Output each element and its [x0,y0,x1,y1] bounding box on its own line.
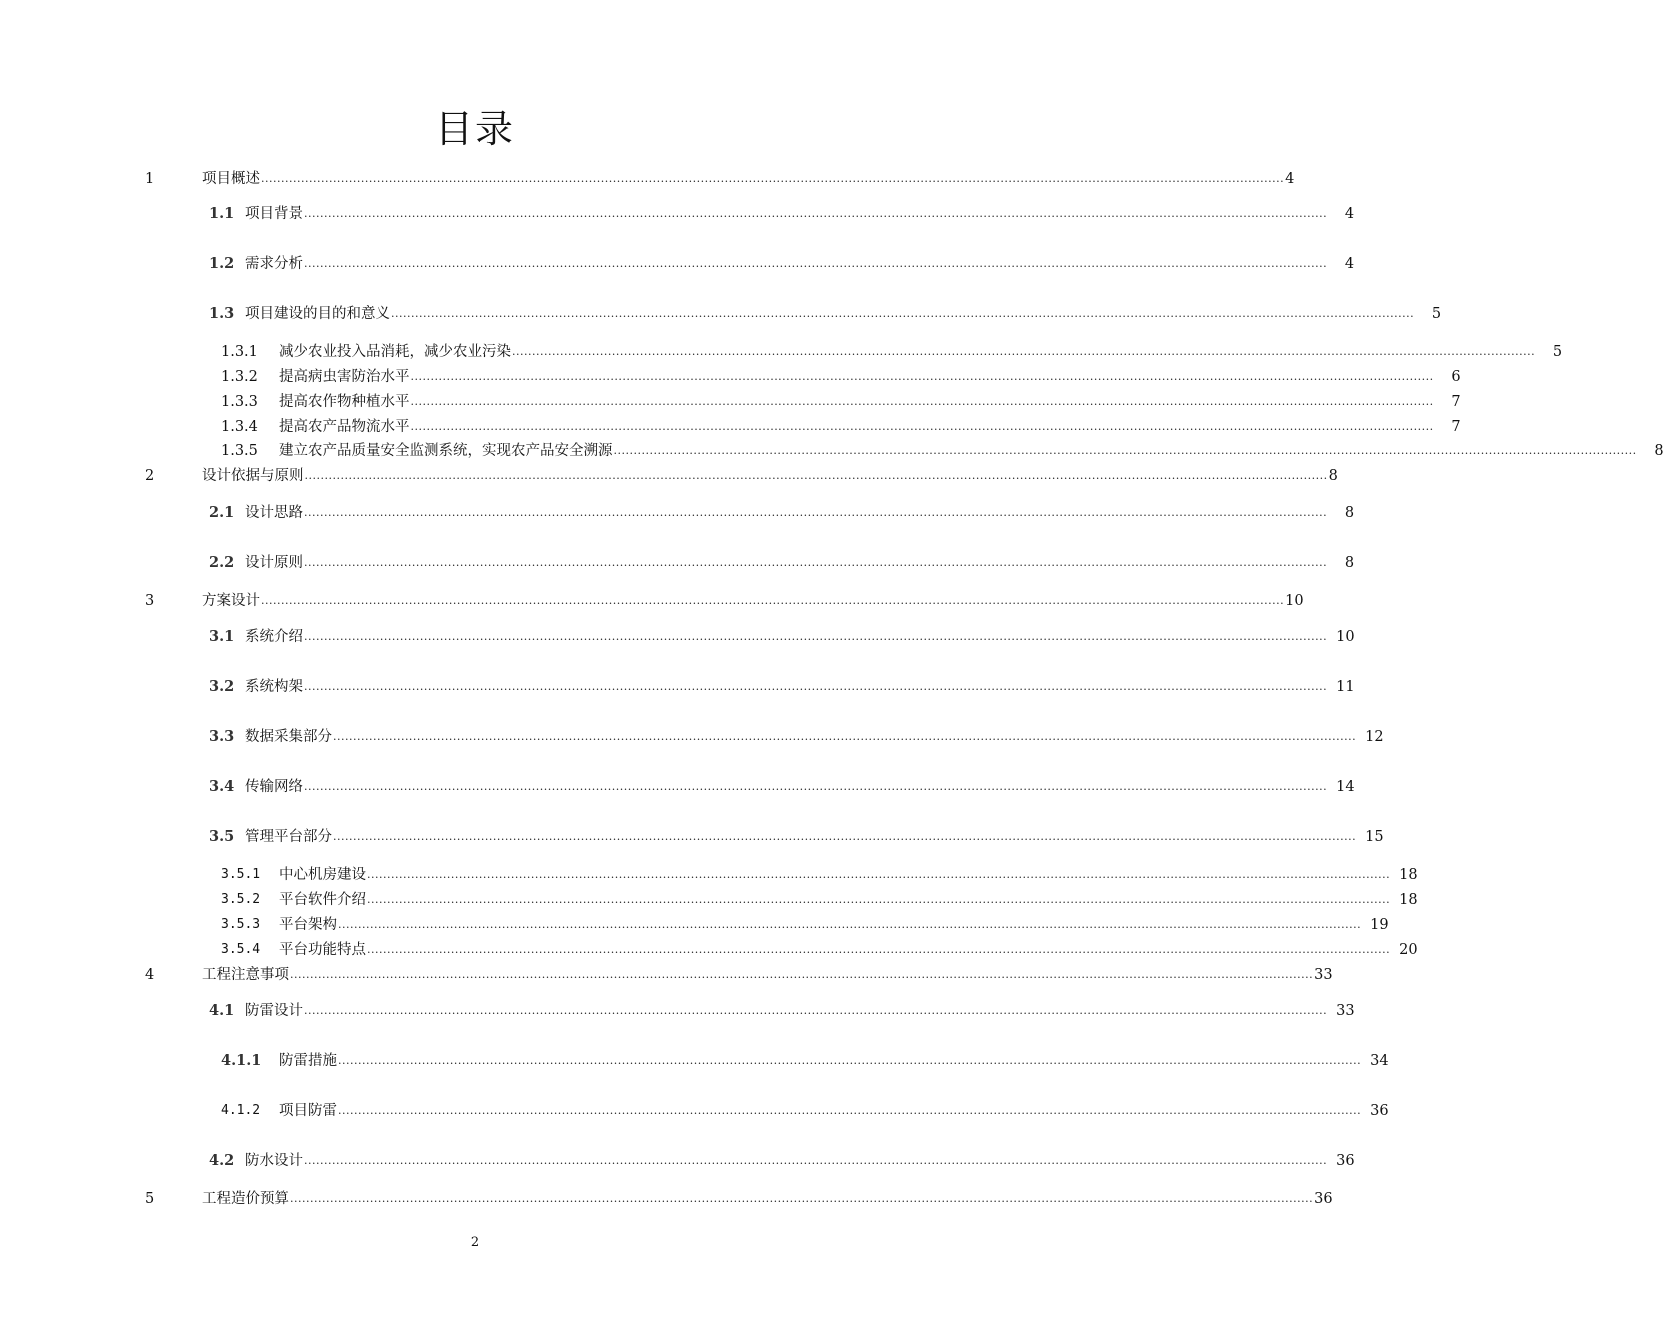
toc-page: 36 [1314,1191,1333,1207]
toc-page: 4 [1285,171,1295,187]
toc-page: 7 [1451,394,1461,410]
toc-page: 15 [1365,829,1384,845]
toc-entry-1-3-5[interactable] [221,442,1664,460]
toc-page: 10 [1285,593,1304,609]
toc-number: 2 [145,468,155,484]
toc-number: 3.4 [209,778,235,795]
toc-page: 5 [1552,344,1563,360]
toc-page: 18 [1399,867,1418,883]
toc-leader: ................................................................................................................................................................................................................................................................ [333,830,1357,843]
toc-entry-3-3[interactable] [209,728,1384,746]
toc-leader: ................................................................................................................................................................................................................................................................ [304,680,1328,693]
toc-entry-4-1[interactable] [209,1002,1355,1020]
toc-number: 4.2 [209,1152,235,1169]
toc-leader: ................................................................................................................................................................................................................................................................ [410,370,1434,383]
toc-page: 5 [1431,306,1442,322]
toc-leader: ................................................................................................................................................................................................................................................................ [333,730,1357,743]
toc-number: 1.3 [209,305,235,322]
toc-entry-1-3-4[interactable] [221,418,1461,436]
toc-leader: ................................................................................................................................................................................................................................................................ [304,1004,1328,1017]
toc-leader: ................................................................................................................................................................................................................................................................ [304,506,1328,519]
toc-leader: ................................................................................................................................................................................................................................................................ [391,307,1415,320]
toc-label: 项目建设的目的和意义 [245,306,390,322]
toc-label: 传输网络 [245,779,303,795]
toc-label: 中心机房建设 [279,867,366,883]
toc-label: 提高农产品物流水平 [279,419,410,435]
toc-entry-3-5-3[interactable] [221,916,1389,934]
toc-label: 管理平台部分 [245,829,332,845]
toc-number: 3.5.4 [221,942,261,957]
toc-number: 1.3.1 [221,344,258,360]
toc-number: 1.3.5 [221,443,258,459]
toc-label: 设计思路 [245,505,303,521]
toc-entry-4[interactable] [145,966,1333,984]
toc-label: 防雷设计 [245,1003,303,1019]
toc-entry-2-2[interactable] [209,554,1355,572]
toc-page: 20 [1399,942,1418,958]
page-number: 2 [470,1235,480,1250]
toc-number: 3 [145,593,155,609]
toc-entry-3-5[interactable] [209,828,1384,846]
toc-number: 4.1 [209,1002,235,1019]
toc-leader: ................................................................................................................................................................................................................................................................ [338,918,1362,931]
toc-leader: ................................................................................................................................................................................................................................................................ [512,345,1536,358]
toc-number: 1.1 [209,205,235,222]
toc-label: 系统构架 [245,679,303,695]
toc-number: 4.1.2 [221,1103,261,1118]
toc-number: 3.5 [209,828,235,845]
toc-number: 1 [145,171,155,187]
toc-label: 工程造价预算 [202,1191,289,1207]
toc-label: 提高病虫害防治水平 [279,369,410,385]
toc-entry-4-1-2[interactable] [221,1102,1389,1120]
toc-entry-3-1[interactable] [209,628,1355,646]
toc-page: 14 [1336,779,1355,795]
toc-number: 4.1.1 [221,1052,262,1069]
toc-label: 系统介绍 [245,629,303,645]
toc-entry-3-5-1[interactable] [221,866,1418,884]
toc-entry-3[interactable] [145,592,1304,610]
toc-leader: ................................................................................................................................................................................................................................................................ [410,420,1434,433]
toc-number: 3.5.3 [221,917,261,932]
toc-page: 33 [1314,967,1333,983]
page-title: 目录 [434,107,515,151]
toc-entry-2-1[interactable] [209,504,1355,522]
toc-leader: ................................................................................................................................................................................................................................................................ [410,395,1434,408]
toc-label: 建立农产品质量安全监测系统，实现农产品安全溯源 [279,443,613,459]
toc-leader: ................................................................................................................................................................................................................................................................ [304,257,1328,270]
toc-leader: ................................................................................................................................................................................................................................................................ [304,556,1328,569]
toc-page: 8 [1344,505,1355,521]
toc-leader: ................................................................................................................................................................................................................................................................ [261,594,1285,607]
toc-leader: ................................................................................................................................................................................................................................................................ [304,630,1328,643]
toc-label: 方案设计 [202,593,260,609]
toc-label: 需求分析 [245,256,303,272]
toc-label: 工程注意事项 [202,967,289,983]
toc-number: 2.2 [209,554,235,571]
toc-label: 防水设计 [245,1153,303,1169]
toc-leader: ................................................................................................................................................................................................................................................................ [338,1054,1362,1067]
toc-page: 36 [1370,1103,1389,1119]
toc-leader: ................................................................................................................................................................................................................................................................ [304,780,1328,793]
toc-entry-3-4[interactable] [209,778,1355,796]
toc-number: 4 [145,967,155,983]
toc-entry-1-3[interactable] [209,305,1442,323]
toc-leader: ................................................................................................................................................................................................................................................................ [367,893,1391,906]
toc-label: 设计原则 [245,555,303,571]
toc-entry-3-5-4[interactable] [221,941,1418,959]
toc-label: 提高农作物种植水平 [279,394,410,410]
toc-page: 36 [1336,1153,1355,1169]
toc-leader: ................................................................................................................................................................................................................................................................ [304,469,1328,482]
toc-page: 4 [1344,256,1355,272]
toc-entry-1-3-1[interactable] [221,343,1563,361]
toc-label: 防雷措施 [279,1053,337,1069]
toc-page: 10 [1336,629,1355,645]
toc-page: 19 [1370,917,1389,933]
toc-number: 5 [145,1191,155,1207]
toc-entry-2[interactable] [145,467,1338,485]
toc-leader: ................................................................................................................................................................................................................................................................ [367,943,1391,956]
toc-page: 34 [1370,1053,1389,1069]
toc-label: 项目概述 [202,171,260,187]
toc-number: 3.5.1 [221,867,261,882]
toc-label: 平台软件介绍 [279,892,366,908]
toc-label: 设计依据与原则 [202,468,304,484]
toc-leader: ................................................................................................................................................................................................................................................................ [338,1104,1362,1117]
toc-number: 1.2 [209,255,235,272]
toc-page: 8 [1328,468,1338,484]
toc-entry-4-2[interactable] [209,1152,1355,1170]
toc-label: 数据采集部分 [245,729,332,745]
toc-entry-3-2[interactable] [209,678,1355,696]
toc-entry-1[interactable] [145,170,1295,188]
toc-number: 1.3.4 [221,419,258,435]
toc-leader: ................................................................................................................................................................................................................................................................ [290,968,1314,981]
toc-label: 平台功能特点 [279,942,366,958]
toc-entry-1-1[interactable] [209,205,1355,223]
toc-entry-1-2[interactable] [209,255,1355,273]
toc-entry-1-3-2[interactable] [221,368,1461,386]
toc-leader: ................................................................................................................................................................................................................................................................ [304,1154,1328,1167]
toc-page: 4 [1344,206,1355,222]
toc-leader: ................................................................................................................................................................................................................................................................ [261,172,1285,185]
toc-page: 33 [1336,1003,1355,1019]
toc-label: 平台架构 [279,917,337,933]
toc-page: 12 [1365,729,1384,745]
toc-page: 8 [1344,555,1355,571]
toc-leader: ................................................................................................................................................................................................................................................................ [613,444,1637,457]
toc-label: 项目背景 [245,206,303,222]
toc-page: 11 [1336,679,1355,695]
toc-number: 3.2 [209,678,235,695]
toc-entry-5[interactable] [145,1190,1333,1208]
toc-leader: ................................................................................................................................................................................................................................................................ [367,868,1391,881]
toc-page: 6 [1451,369,1461,385]
toc-page: 18 [1399,892,1418,908]
toc-number: 1.3.2 [221,369,258,385]
toc-number: 3.5.2 [221,892,261,907]
toc-leader: ................................................................................................................................................................................................................................................................ [304,207,1328,220]
toc-number: 1.3.3 [221,394,258,410]
toc-label: 减少农业投入品消耗，减少农业污染 [279,344,511,360]
toc-number: 2.1 [209,504,235,521]
toc-number: 3.3 [209,728,235,745]
toc-entry-3-5-2[interactable] [221,891,1418,909]
toc-entry-1-3-3[interactable] [221,393,1461,411]
toc-number: 3.1 [209,628,235,645]
toc-page: 8 [1654,443,1664,459]
toc-page: 7 [1451,419,1461,435]
toc-label: 项目防雷 [279,1103,337,1119]
toc-leader: ................................................................................................................................................................................................................................................................ [290,1192,1314,1205]
toc-entry-4-1-1[interactable] [221,1052,1389,1070]
